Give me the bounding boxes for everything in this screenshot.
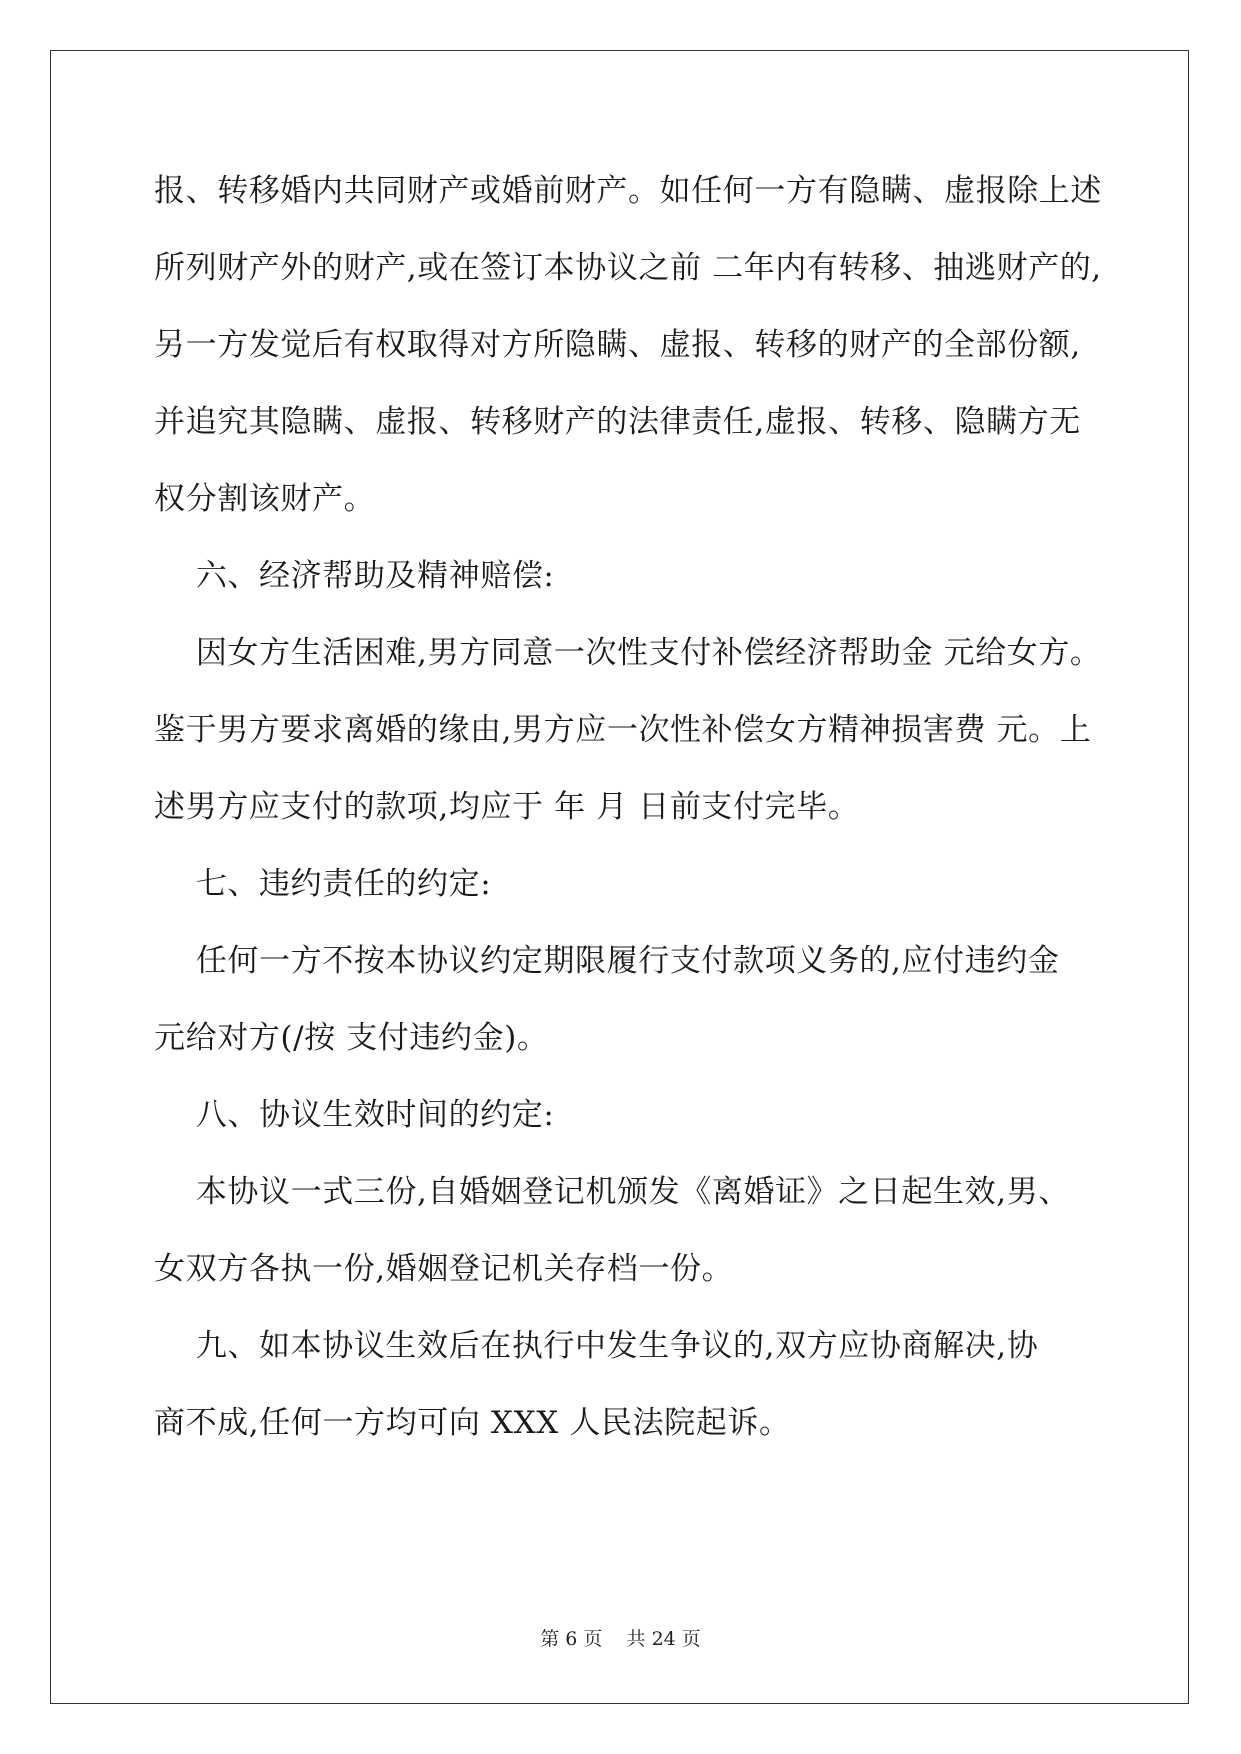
text-line: 另一方发觉后有权取得对方所隐瞒、虚报、转移的财产的全部份额, [154,327,1081,363]
text-line: 本协议一式三份,自婚姻登记机颁发《离婚证》之日起生效,男、 [154,1174,1070,1210]
text-line: 女双方各执一份,婚姻登记机关存档一份。 [154,1251,734,1287]
text-line: 因女方生活困难,男方同意一次性支付补偿经济帮助金 元给女方。 [154,635,1102,671]
page-number: 第 6 页 共 24 页 [540,1628,701,1650]
text-line: 鉴于男方要求离婚的缘由,男方应一次性补偿女方精神损害费 元。上 [154,712,1092,748]
text-line: 权分割该财产。 [154,481,376,517]
section-heading-7: 七、违约责任的约定: [154,866,492,902]
text-line: 商不成,任何一方均可向 XXX 人民法院起诉。 [154,1405,791,1441]
section-heading-9: 九、如本协议生效后在执行中发生争议的,双方应协商解决,协 [154,1328,1039,1364]
text-line: 报、转移婚内共同财产或婚前财产。如任何一方有隐瞒、虚报除上述 [154,173,1102,209]
section-heading-6: 六、经济帮助及精神赔偿: [154,558,555,594]
page-footer [0,1627,1241,1651]
text-line: 述男方应支付的款项,均应于 年 月 日前支付完毕。 [154,789,860,825]
text-line: 任何一方不按本协议约定期限履行支付款项义务的,应付违约金 [154,943,1060,979]
section-heading-8: 八、协议生效时间的约定: [154,1097,555,1133]
text-line: 元给对方(/按 支付违约金)。 [154,1020,549,1056]
text-line: 并追究其隐瞒、虚报、转移财产的法律责任,虚报、转移、隐瞒方无 [154,404,1081,440]
document-body [154,166,1102,1475]
text-line: 所列财产外的财产,或在签订本协议之前 二年内有转移、抽逃财产的, [154,250,1102,286]
